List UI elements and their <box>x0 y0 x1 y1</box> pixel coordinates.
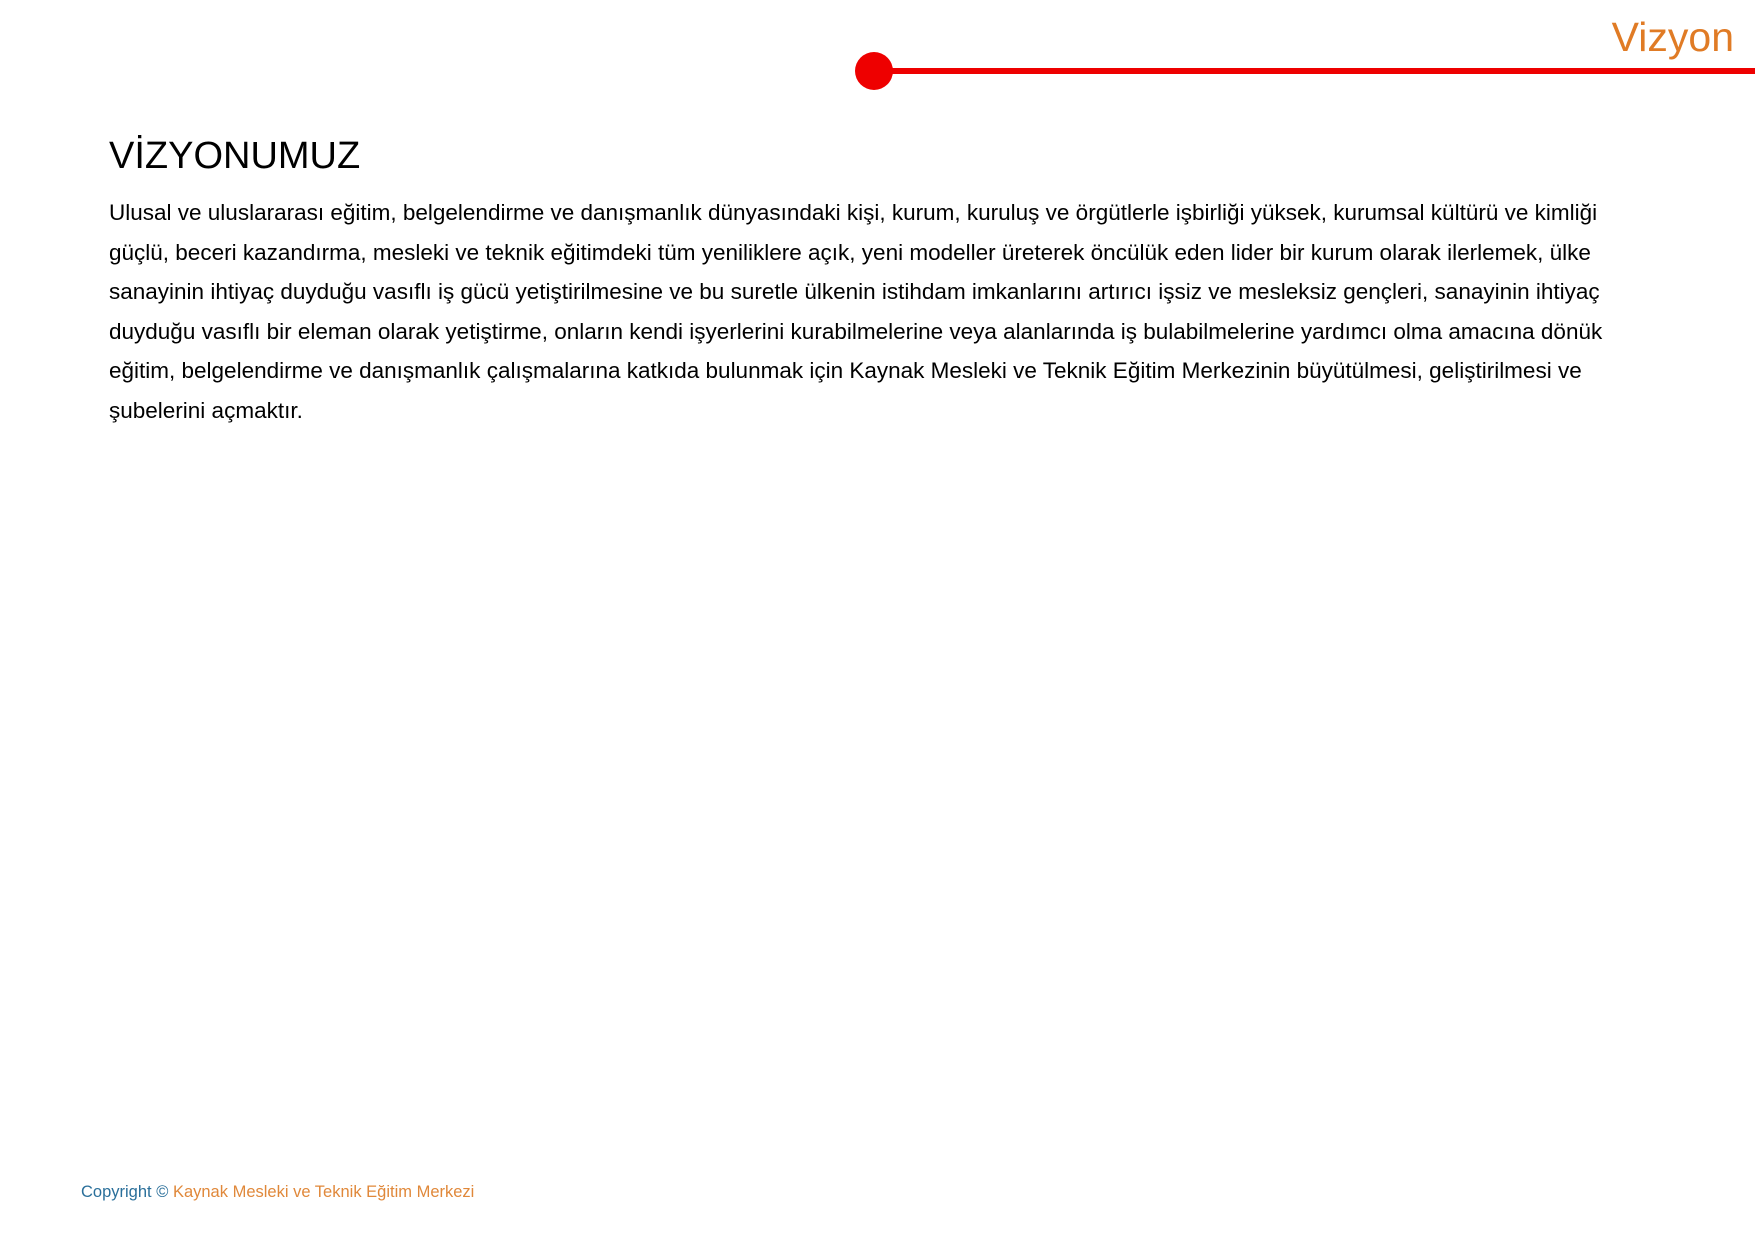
section-heading: VİZYONUMUZ <box>109 135 361 177</box>
header-title: Vizyon <box>1611 14 1734 60</box>
page-footer <box>81 1181 474 1203</box>
header-dot-marker <box>855 52 893 90</box>
footer-copyright: Copyright © <box>81 1183 169 1201</box>
main-content <box>109 133 1649 431</box>
header-rule-line <box>874 68 1755 74</box>
footer-organization: Kaynak Mesleki ve Teknik Eğitim Merkezi <box>172 1183 475 1201</box>
page-header <box>0 0 1755 110</box>
vision-paragraph: Ulusal ve uluslararası eğitim, belgelendirme ve danışmanlık dünyasındaki kişi, kurum, kuruluş ve örgütlerle işbirliği yüksek, kurumsal kültürü ve kimliği güçlü, beceri kazandırma, mesleki ve teknik eğitimdeki tüm yeniliklere açık, yeni modeller üreterek öncülük eden lider bir kurum olarak ilerlemek, ülke sanayinin ihtiyaç duyduğu vasıflı iş gücü yetiştirilmesine ve bu suretle ülkenin istihdam imkanlarını artırıcı işsiz ve mesleksiz gençleri, sanayinin ihtiyaç duyduğu vasıflı bir eleman olarak yetiştirme, onların kendi işyerlerini kurabilmelerine veya alanlarında iş bulabilmelerine yardımcı olma amacına dönük eğitim, belgelendirme ve danışmanlık çalışmalarına katkıda bulunmak için Kaynak Mesleki ve Teknik Eğitim Merkezinin büyütülmesi, geliştirilmesi ve şubelerini açmaktır. <box>109 200 1603 423</box>
